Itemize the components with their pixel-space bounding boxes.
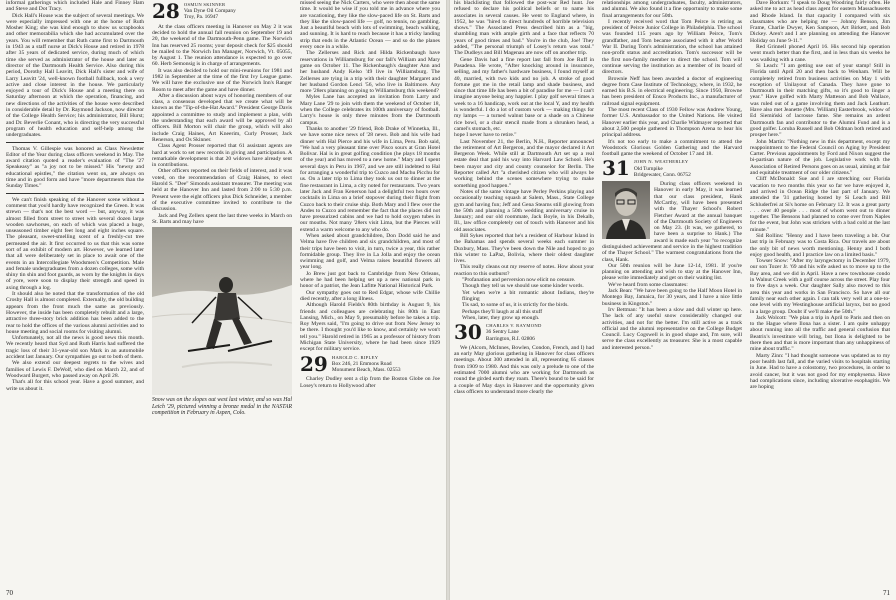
body-paragraph: We can't finish speaking of the Hanover scene without a comment that you'd hardly have recognized the Green. It was strewn — that's not the best word — but, anyway, it was almost filled from street to street with several dozen large wooden sawhorses, on each of which was placed a huge, unseasoned timber eight feet long and eight inches square. The pleasant, sweet-smelling scent of a freshly-cut tree permeated the air. It first occurred to us that this was some sort of an exhibit of modern art. However, we learned later that all were deliberately set in place to await one of the events in an Intercollegiate Woodsmen's Competition. Male and female undergraduates from a dozen colleges, some with shiny tin shin and foot guards, as worn by the knights in days of yore, were soon to display their strength and speed in axing through a log. [6, 196, 144, 291]
class-header-30 [454, 320, 594, 345]
body-paragraph: missed seeing the Nick Carters, who were then about the same time. It would be wise if you told me in advance where you are vacationing, they like the slow-paced life on St. Barts and they like the slow-paced life — golf, no tennis, no gambling. Just a beautiful beach with lots of swimming, beach walking, and sunning. It is hard to reach because it has a tricky landing strip that ends in the Atlantic Ocean — and so do the planes every once in a while. [300, 0, 440, 51]
body-paragraph: Our sympathy goes out to Red Edgar, whose wife Chillie died recently, after a long illness. [300, 289, 440, 302]
secretary-address-line: Old Turnpike [633, 165, 663, 172]
body-paragraph: After a discussion about ways of honoring members of our class, a consensus developed that we create what will be known as the "Tip-of-the-Hat Award." President George Davis appointed a committee to study and implement a plan, with the understanding that each award will be approved by all officers. Bill Morton will chair the group, which will also include Craig Haines, Art Kneerim, Curly Prosser, Jack Renerson, and Os Skinner. [152, 92, 292, 143]
body-paragraph: Charley Dudley sent a clip from the Boston Globe on Joe Losey's return to Hollywood after [300, 376, 440, 389]
body-paragraph: It was also decided to hold our mini-reunions for 1981 and 1982 in September at the time of the first Ivy League game. We will have the exclusive use of the Norwich Inn's Ranger Room to meet after the game and have dinner. [152, 67, 292, 93]
secretary-address-line: Bridgewater, Conn. 06752 [633, 171, 691, 178]
secretary-address-line: Van Dyne Oil Company [183, 8, 236, 15]
body-paragraph: Cliff McDonald: Sue and I are stretching our Florida vacation to two months this year so far we have enjoyed it, and arrived in Ocean Ridge the last part of January. We attended the '31 gathering hosted by Si Leach and Bill Schluderfrei at Si's home on February 12. It was a great party . . . over 40 people . . . most of whom went out to dinner together. The Bensons had planned to come over from Naples for the event, but John was stricken with a bad cold at the last minute." [750, 176, 890, 233]
body-paragraph: I recently received word that Tom Peirce is retiring as president of Peirce Junior College in Philadelphia. The school was founded 115 years ago by William Peirce, Tom's grandfather, and Tom became associated with it after World War II. During Tom's administration, the school has attained non-profit status and accreditation. Tom's successor will be the first non-family member to direct the school. Tom will continue serving the institution as a member of its board of directors. [602, 18, 742, 76]
secretary-name: OSMUN SKINNER [183, 2, 226, 7]
body-paragraph: When asked about grandchildren, Don Dodd said he and Velma have five children and six grandchildren, and most of their trips have been to visit, in turn, twice a year, this rather formidable group. They live in La Jolla and enjoy the ocean swimming and golf, and Velma raises beautiful flowers all year long. [300, 232, 440, 271]
portrait-illustration [602, 181, 650, 239]
left-column-1 [6, 0, 144, 586]
page-number: 71 [883, 589, 890, 597]
skier-illustration [152, 227, 292, 395]
body-paragraph: Jack and Peg Zellers spent the last three weeks in March on St. Barts and may have [152, 212, 292, 225]
class-secretary [634, 159, 691, 178]
body-paragraph: At the class officers meeting in Hanover on May 2 it was decided to hold the annual fall reunion on September 19 and 20, the weekend of the Dartmouth-Penn game. The Norwich Inn has reserved 25 rooms; your deposit check for $25 should be mailed to the Norwich Inn Manager, Norwich, Vt. 05055, by August 1. The reunion attendance is expected to go over 60. Herb Semonsig is in charge of arrangements. [152, 23, 292, 68]
secretary-address-line: Troy, Pa. 16947 [183, 14, 219, 21]
poem-line: "Profanation and perversion now elicit no censure. [462, 277, 576, 284]
right-page [450, 0, 896, 600]
body-paragraph: Red Grinnell phoned April 16. His second hip operation went much better than the first, and in less than six weeks he was walking with a cane. [750, 44, 890, 63]
body-paragraph: Jo Brew just got back to Cambridge from New Orleans, where he had been helping set up a new national park in honor of a patriot, the Jean Lafitte National Historical Park. [300, 270, 440, 290]
body-paragraph: relationships among undergraduates, faculty, administrators, and alumni. We also found it a fine opportunity to make some final arrangements for our 50th. [602, 0, 742, 19]
gillespie-paragraph: Thomas V. Gillespie was honored as Class Newsletter Editor of the Year during class officers weekend in May. The award citation quoted a reader's evaluation of "The '27 Speakeasy" as "a joy not to be missed." His "newsy and educational epistles," the citation went on, are always on time and in good form and have "more departments than the Sunday Times." [6, 145, 144, 190]
class-number: 30 [454, 320, 482, 345]
poem-line: When, later, they grow up enough. [462, 314, 540, 321]
poem-line: Tis sad, to some of us, it is strictly for the birds. [462, 302, 569, 309]
secretary-address-line: Monument Beach, Mass. 02553 [331, 367, 401, 374]
body-paragraph: Other officers reported on their fields of interest, and it was voted, on the recommendation of Craig Haines, to elect Harold S. "Dee" Simonds assistant treasurer. The meeting was held at the Hanover Inn and lasted from 2:00 to 5:30 p.m. Present were the eight officers plus Dick Schneider, a member of the executive committee invited to contribute to the discussion. [152, 168, 292, 213]
portrait-photo [602, 181, 650, 239]
body-paragraph: Last November 21, the Berlin, N.H., Reporter announced the retirement of Art Bergeron, and the mayor declared it Art Bergeron Week. While still at Dartmouth Art set up a real estate deal that paid his way into Harvard Law School. He's been mayor and city and county counselor for Berlin. The Reporter called Art "a cherished citizen who will always be working behind the scenes somewhere trying to make something good happen." [454, 138, 594, 189]
class-header-31 [602, 156, 742, 181]
body-paragraph: The Zellerses and Rick and Hilda Rickenbaugh have reservations in Williamsburg for our fall's William and Mary game on October 11. The Rickenbaugh's daughter Ann and her husband Andy Kelso '49 live in Williamsburg. The Zellerses are tying in a trip with their daughter Margaret and her husband Gordon Lenci '56, who live in Baltimore. Any more '28ers planning on going to Williamsburg this weekend? [300, 50, 440, 95]
body-paragraph: Sid Rollins: "Henny and I have been traveling a bit. Our last trip in February was to Costa Rica. Our travels are about the only bit of news worth mentioning. Henny and I both enjoy good health, and I practice law on a limited basis." [750, 232, 890, 258]
class-number: 31 [602, 156, 630, 181]
body-paragraph: We (Alcorn, McInnes, Bowlen, Condon, French, and I) had an early May glorious gathering in Hanover for class officers meetings. About 300 attended in all, representing 65 classes from 1909 to 1980. And this was only a prelude to one of the estimated 7000 alumni who are working for Dartmouth as round the girded earth they roam. There's bound to be said for a couple of May days in Hanover and the opportunity given class officers to understand more clearly the [454, 344, 594, 395]
body-paragraph: During class officers weekend in Hanover in early May, it was learned that our class president, Hank McCarthy, will have been presented with the Thayer School's Robert Fletcher Award at the annual banquet of the Dartmouth Society of Engineers on May 23. (It was, we gathered, to have been a surprise to Hank.) The award is made each year "to recognize distinguished achievement and service in the highest tradition of the Thayer School." The warmest congratulations from the class, Hank. [602, 181, 742, 263]
class-secretary [332, 355, 401, 374]
right-column-1 [454, 0, 594, 586]
body-paragraph: We also extend our deepest regrets to the wives and families of Lewis F. DeWolf, who died on March 22, and of Woodward Burgert, who passed away on April 28. [6, 360, 144, 379]
secretary-address-line: Box 246, 21 Emmons Road [331, 360, 392, 367]
secretary-name: JOHN N. WEATHERLEY [633, 159, 689, 165]
body-paragraph: Si Leach: "I am getting use out of your stamp! Still in Florida until April 20 and then back to Wenham. Will be completely retired from business activities on May 1 with exception of Unilayout of Canada. They have gone to Dartmouth in their matching gifts, so it's good to linger a year." Have golfed with Marty Matteson and Bob Wallace, was ruled out of a game involving them and Jack Leathurt. Have also met Jeanette (Mrs. William) Easterbrook, widow of Ed Siemiński of lacrosse fame. She remains an ardent Dartmouth fan and contributor to the Alumni Fund and is a good golfer. Loruba Russell and Bob Oldman both retired and prosper here." [750, 62, 890, 139]
body-paragraph: Jack Bean: "We have been going to the Half Moon Hotel in Montego Bay, Jamaica, for 30 years, and I have a nice little business in Kingston." [602, 288, 742, 307]
left-column-2 [152, 0, 292, 586]
poem-line: Perhaps they'll laugh at all this stuff [462, 308, 543, 315]
body-paragraph: We've heard from some classmates: [608, 281, 688, 288]
body-paragraph: John Martin: "Nothing new in this department, except my reappointment to the Federal Council on Aging by President Carter. Previous appointments by Ford and Nixon suggest the bi-partisan nature of the job. Legislative work with the Association of Retired Persons goes on as usual, aiming at fair and equitable treatment of our older citizens." [750, 138, 890, 177]
body-paragraph: Bill Sykes reported that he's a resident of Harbour Island in the Bahamas and spends several weeks each summer in Duxbury, Mass. They've been down the Nile and hoped to go this winter to LaPaz, Bolivia, where their oldest daughter lives. [454, 232, 594, 265]
body-paragraph: Marty Zinn: "I had thought someone was updated as to my poor health last fall, and the varied visits to hospitals starting in June. Had to have a colostomy, two procedures, in order to avoid cancer, but it was not good for my emphysema. Have had complications since, including ulcerative esophagitis. We are hoping [750, 352, 890, 391]
body-paragraph: Although Harold Fields's 80th birthday is August 9, his friends and colleagues are celebrating his 80th in East Lansing, Mich., on May 9, presumably before he takes a trip. Roy Myers said, "I'm going to drive out from New Jersey to be there. I thought you'd like to know, and certainly we won't tell you." Harold retired in 1965 as a professor of history from Michigan State University, where he had been since 1929 except for military service. [300, 302, 440, 353]
body-paragraph: Jack Wolcott: "We plan a trip in April to Paris and then on to the Hague where Ilona has a sister. I am quite unhappy about running into all the traffic and general confusion that Beatrix's investiture will bring, but Ilona is delighted to be there then and that is more important than any unhappiness of mine about traffic." [750, 314, 890, 353]
body-paragraph: This really cleans out my reserve of notes. How about your reaction to this outburst? [454, 264, 594, 277]
poem-line: Yet when we're a bit romantic about Indians, they're flinging [462, 289, 594, 302]
left-column-3 [300, 0, 440, 586]
left-page [0, 0, 446, 600]
right-column-2 [602, 0, 742, 586]
class-number: 28 [152, 0, 180, 23]
class-number: 29 [300, 351, 328, 376]
body-paragraph: Dave Borkum: "I speak to Doug Woodring fairly often. He asked me to act as head class agent for eastern Massachusetts and Rhode Island. In that capacity I compared with six classmates who are helping me — Johnny Benson, Jim Frame, Charlie Dwyer, Ken Sampson, Art Birkett, and Bob Dickey. Aren't and I are planning on attending the Hanover Holiday on June 9-11." [750, 0, 890, 44]
class-secretary [486, 323, 542, 342]
body-paragraph: That's all for this school year. Have a good summer, and write us about it. [6, 379, 144, 392]
body-paragraph: Our 50th reunion will be June 12-14, 1981. If you're planning on attending and wish to stay at the Hanover Inn, please write immediately and get on their waiting list. [602, 262, 742, 282]
secretary-name: CHARLES V. RAYMOND [485, 323, 542, 329]
body-paragraph: Thanks to another '29 friend, Bob Drake of Winnetka, Ill., we have some nice news of '28 news. Bob and his wife had dinner with Hal Pierce and his wife in Lima, Peru. Bob said, "We had a very pleasant time over Pisco sours at Gran Hotel Bolivar. Hal is in great golfing condition (he plays 18 months of the year) and has moved to a new home." Mary and I spent several days in Peru in 1967, and we are still indebted to Hal for arranging a wonderful trip to Cuzco and Machu Picchu for us. On a later trip to Lima they took us out to dinner at the fine restaurant in Lima, a city noted for restaurants. Two years later Jack and Fran Kenerson had a delightful two hours over cocktails in Lima on a brief stopover during their flight from Cuzco back to their cruise ship. Both Mary and I flew over the Andes to Cuzco and remember the fact that the places did not have pressurized cabins and we had to hold oxygen tubes in our mouths. Not many '28ers visit Lima, but the Pierces will extend a warm welcome to any who do. [300, 125, 440, 233]
body-paragraph: Notes of the same vintage have Perley Perkins playing and occasionally teaching squash at Salem, Mass., State College gym and having fun; Jeff and Gena Stearns still glowing from the 50th and planning a 50th wedding anniversary cruise in January; and our old roommate, Jack Boyle, in his Dekalb, Ill., law office completely out of touch with Hanover and his old associates. [454, 188, 594, 233]
body-paragraph: hope I never have to retire." [454, 132, 517, 139]
body-paragraph: Gene Davis had a fine report last fall from Joe Ruff in Pasadena. He wrote, "After knocking around in insurance, selling, and my father's hardware business, I found myself at 40, married, with two kids and no job. A stroke of good fortune got me in the retail lamp and shade business, and since that time life has been a bit of paradise for me — I can't imagine anyone being any happier. I play golf several times a week to a 16 handicap, work out at the local Y, and my health is wonderful. I do a lot of custom work — making things for my lamps — a turned walnut base or a shade on a Chinese rice bowl, or a chair stencil made from a shrunken head, a camel's stomach, etc. [454, 56, 594, 132]
body-paragraph: Towser Snow: "After my laryngectomy in December 1979, our son Tozer Jr. '69 and his wife asked us to move up to the Bay area, and we did in April. Have a new townhouse condo in Walnut Creek with a golf course across the street. Play four to five days a week. Our daughter Sally also moved to this area this year and works in San Francisco. So have all our family near each other again. I can talk very well at a one-to-one level with my Westinghouse artificial larynx, but no good in a large group. Doubt if we'll make the 50th." [750, 258, 890, 315]
divider [6, 193, 144, 194]
right-column-3 [750, 0, 890, 586]
body-paragraph: Brownie Neff has been awarded a doctor of engineering degree from Case Institute of Technology, where, in 1932, he earned his B.S. in electrical engineering. Since 1950, Browne has been president of Ensco Products Inc., a manufacturer of railroad signal equipment. [602, 75, 742, 107]
body-paragraph: Dick Hall's House was the subject of several meetings. We were especially impressed with one at the home of Ruth Mosher King; she was kind enough to show us scrapbooks and other memorabilia which she had accumulated over the years. You will remember that Ruth came first to Dartmouth in 1943 as a staff nurse at Dick's House and retired in 1978 after 35 years of dedicated service, during much of which time she served as administrator of the house and later as director of the Dartmouth Health Service. Also during this period, Dorothy Hall Leavitt, Dick Hall's sister and wife of Larry Leavitt '24, well-known football fullback, took a very active and close interest in the house. We particularly enjoyed a tour of Dick's House and a meeting there on Saturday afternoon at which the operation, financing, and new directions of the activities of the house were described in considerable detail by Dr. Raymond Jackson, now director of the College Health Service; his administrator, Bill Hurst; and Dr. Beverlie Conant, who is directing the very successful program of health education and self-help among the undergraduates. [6, 12, 144, 139]
page-number: 70 [6, 589, 13, 597]
divider [6, 142, 144, 143]
secretary-address-line: 36 Sentry Lane [485, 329, 519, 336]
class-header-28 [152, 2, 292, 21]
body-paragraph: Irv Bettman: "It has been a slow and dull winter up here. The lack of any useful snow considerably changed our activities, and not for the better. I'm still active as a track official and the alumni representative on the College Budget Council. Lucy Cogswell is in good shape and, I'm sure, will serve the class excellently as treasurer. She is a most capable and interested person." [602, 306, 742, 351]
body-paragraph: his blacklisting that followed the post-war Red hunt. Joe refused to declare his political beliefs or to name his associates in several causes. He went to England where, in 1952, he was "hired to direct hundreds of horrible television shows." The Associated Press described him as a "big, shambling man with ample girth and a face that reflects 70 years of good times and bad." You're in the club, Joe! They added, "The personal triumph of Losey's return was total." The Dudleys and Bill Magenau are now off on another trip. [454, 0, 594, 57]
body-paragraph: Myles Lane has accepted an invitation from Larry and Mary Lane '29 to join with them the weekend of October 18, when the College celebrates its 100th anniversary of football. Larry's house is only three minutes from the Dartmouth campus. [300, 94, 440, 126]
poem-line: Though they tell us we should use some kinder words. [462, 283, 584, 290]
class-header-29 [300, 351, 440, 376]
body-paragraph: Class Agent Prosser reported that 61 assistant agents are hard at work to set new records in giving and participation. A remarkable development is that 20 widows have already sent in contributions. [152, 143, 292, 169]
body-paragraph: It's not too early to make a commitment to attend the Woodstock Glorious Golden Gathering and the Harvard football game the weekend of October 17 and 18. [602, 138, 742, 158]
body-paragraph: informal gatherings which included Hale and Finney Ham and Steve and Dot Tracy. [6, 0, 144, 13]
secretary-name: HAROLD C. RIPLEY [331, 354, 379, 360]
body-paragraph: The most recent Class of 1930 Fellow was Andrew Young, former U.S. Ambassador to the United Nations. He visited Hanover earlier this year, and Charlie Widmayer reported that about 2,500 people gathered in Thompson Arena to hear his principal address. [602, 107, 742, 139]
secretary-address-line: Barrington, R.I. 02806 [485, 335, 535, 342]
skier-photo [152, 227, 292, 395]
photo-caption: Snow was on the slopes out west last winter, and so was Hal Leich '29, pictured winning a bronze medal in the NASTAR competition in February in Aspen, Colo. [152, 397, 292, 417]
body-paragraph: Unfortunately, not all the news is good news this month. We recently heard that Syd and Ruth Harris had suffered the tragic loss of their 31-year-old son Mark in an automobile accident last January. Our sympathies go out to both of them. [6, 335, 144, 361]
body-paragraph: It should also be noted that the transformation of the old Crosby Hall is almost completed. Externally, the old building appears from the front much the same as previously. However, the inside has been completely rebuilt and a large, attractive three-story brick addition has been added to the rear to hold the offices of the various alumni activities and to house meeting and social rooms for visiting alumni. [6, 291, 144, 335]
class-secretary [184, 2, 236, 21]
